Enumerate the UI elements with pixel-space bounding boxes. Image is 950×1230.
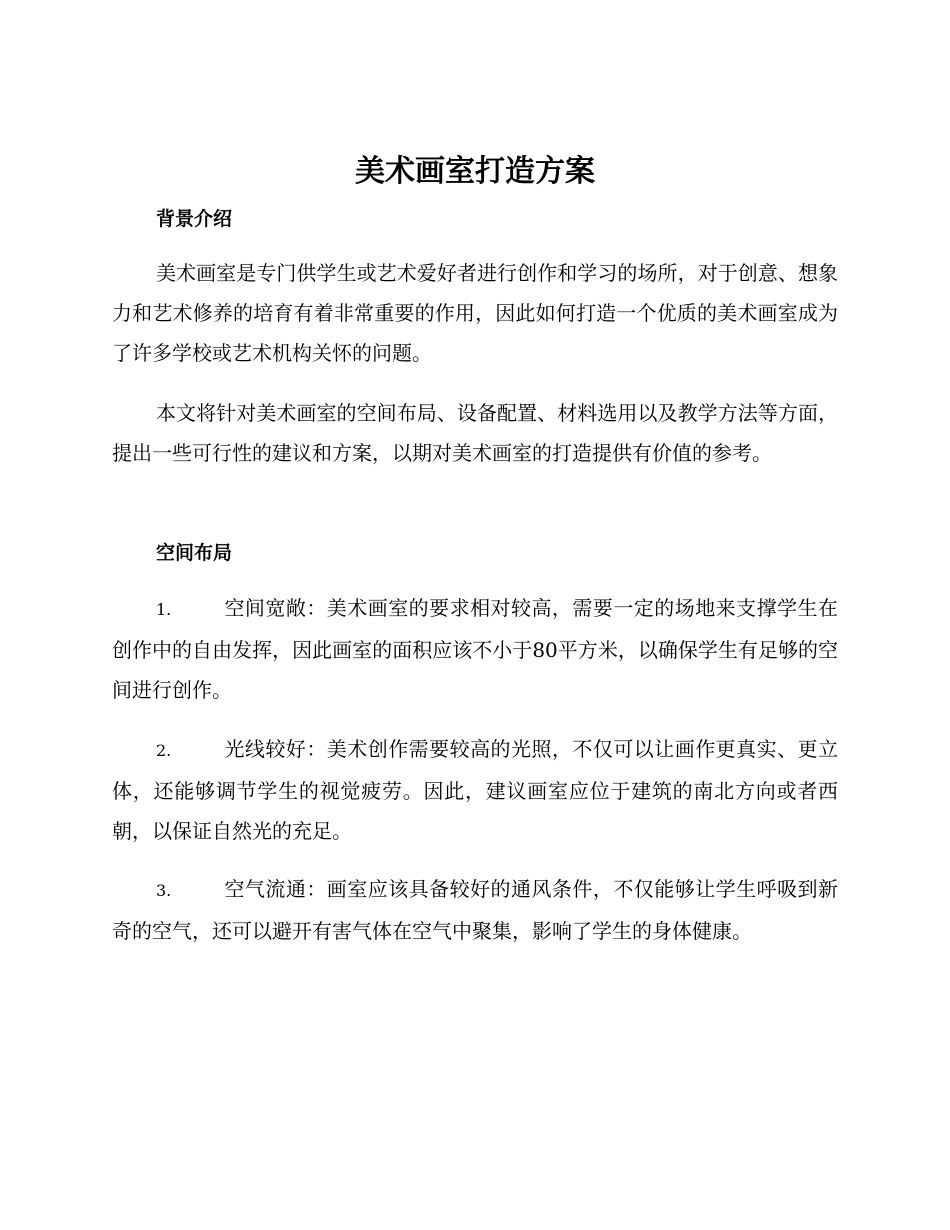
- list-item-text: 空间宽敞：美术画室的要求相对较高，需要一定的场地来支撑学生在创作中的自由发挥，因此画室的面积应该不小于80平方米，以确保学生有足够的空间进行创作。: [112, 596, 838, 702]
- list-item-number: 3.: [156, 881, 172, 900]
- list-item: [112, 869, 838, 951]
- list-item-text: 空气流通：画室应该具备较好的通风条件，不仅能够让学生呼吸到新奇的空气，还可以避开有害气体在空气中聚集，影响了学生的身体健康。: [112, 877, 838, 943]
- list-item-text: 光线较好：美术创作需要较高的光照，不仅可以让画作更真实、更立体，还能够调节学生的视觉疲劳。因此，建议画室应位于建筑的南北方向或者西朝，以保证自然光的充足。: [112, 737, 838, 843]
- list-item: [112, 588, 838, 710]
- paragraph-background-1: 美术画室是专门供学生或艺术爱好者进行创作和学习的场所，对于创意、想象力和艺术修养的培育有着非常重要的作用，因此如何打造一个优质的美术画室成为了许多学校或艺术机构关怀的问题。: [112, 261, 838, 365]
- paragraph-background-2: 本文将针对美术画室的空间布局、设备配置、材料选用以及教学方法等方面，提出一些可行性的建议和方案，以期对美术画室的打造提供有价值的参考。: [112, 401, 838, 465]
- list-item-number: 1.: [156, 600, 172, 619]
- list-item: [112, 729, 838, 851]
- section-heading-space-layout: 空间布局: [156, 542, 233, 564]
- section-heading-background: 背景介绍: [156, 208, 233, 230]
- list-item-number: 2.: [156, 741, 172, 760]
- document-title: 美术画室打造方案: [355, 154, 595, 189]
